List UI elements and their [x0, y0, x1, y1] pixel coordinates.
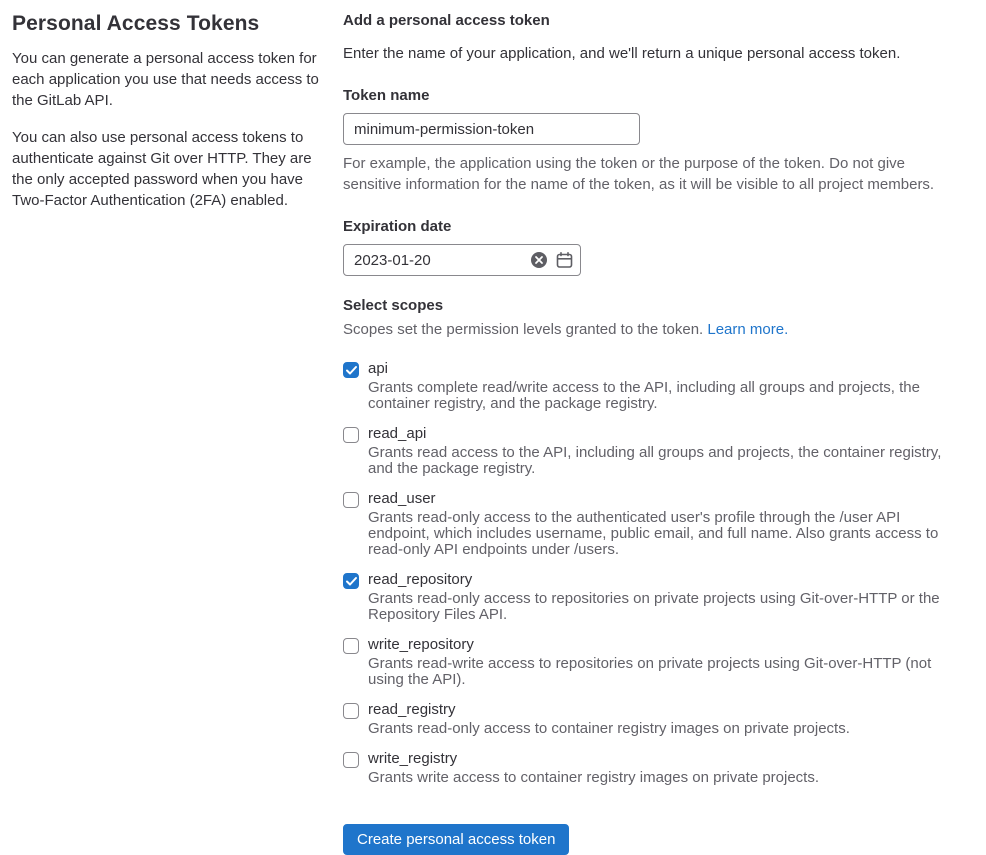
- scope-label-read_registry[interactable]: read_registry: [368, 701, 456, 718]
- scope-row-api: [343, 359, 963, 412]
- checkbox-read_repository[interactable]: [343, 573, 359, 589]
- scopes-help-span: Scopes set the permission levels granted to the token.: [343, 321, 708, 338]
- add-token-form: [343, 12, 963, 855]
- clear-date-button[interactable]: [530, 251, 548, 269]
- scope-description-write_repository: Grants read-write access to repositories on private projects using Git-over-HTTP (not using the API).: [368, 655, 932, 688]
- scope-label-write_registry[interactable]: write_registry: [368, 750, 458, 767]
- scope-row-write_repository: [343, 635, 963, 688]
- token-name-help: For example, the application using the token or the purpose of the token. Do not give sensitive information for the name of the token, as it will be visible to all project members.: [343, 155, 935, 193]
- personal-access-tokens-page: [12, 12, 974, 855]
- checkbox-read_api[interactable]: [343, 427, 359, 443]
- scope-row-read_repository: [343, 570, 963, 623]
- scope-label-read_api[interactable]: read_api: [368, 425, 427, 442]
- token-name-input[interactable]: [343, 113, 640, 145]
- checkbox-read_registry[interactable]: [343, 703, 359, 719]
- expiration-date-input[interactable]: [344, 245, 530, 275]
- scope-label-read_repository[interactable]: read_repository: [368, 571, 473, 588]
- form-heading: Add a personal access token: [343, 12, 550, 29]
- token-name-group: [343, 87, 963, 195]
- scope-description-api: Grants complete read/write access to the API, including all groups and projects, the container registry, and the package registry.: [368, 379, 920, 412]
- expiration-date-label: Expiration date: [343, 218, 452, 235]
- open-calendar-button[interactable]: [555, 251, 573, 269]
- checkbox-write_registry[interactable]: [343, 752, 359, 768]
- scope-description-write_registry: Grants write access to container registry images on private projects.: [368, 769, 820, 786]
- scope-description-read_repository: Grants read-only access to repositories on private projects using Git-over-HTTP or the Repository Files API.: [368, 590, 940, 623]
- scope-label-api[interactable]: api: [368, 360, 389, 377]
- checkbox-api[interactable]: [343, 362, 359, 378]
- scope-description-read_registry: Grants read-only access to container registry images on private projects.: [368, 720, 850, 737]
- check-icon: [346, 577, 357, 586]
- check-icon: [346, 366, 357, 375]
- checkbox-read_user[interactable]: [343, 492, 359, 508]
- scope-label-write_repository[interactable]: write_repository: [368, 636, 474, 653]
- settings-section-description: [12, 12, 331, 227]
- create-token-button[interactable]: Create personal access token: [343, 824, 569, 855]
- scope-row-read_registry: [343, 700, 963, 737]
- scope-description-read_user: Grants read-only access to the authenticated user's profile through the /user API endpoint, which includes username, public email, and full name. Also grants access to read-only API endpoints under /users.: [368, 509, 939, 558]
- checkbox-write_repository[interactable]: [343, 638, 359, 654]
- page-title: Personal Access Tokens: [12, 12, 260, 35]
- scope-row-read_api: [343, 424, 963, 477]
- intro-paragraph: You can generate a personal access token for each application you use that needs access to the GitLab API.: [12, 50, 319, 109]
- select-scopes-label: Select scopes: [343, 297, 444, 314]
- scope-row-read_user: [343, 489, 963, 558]
- scope-label-read_user[interactable]: read_user: [368, 490, 436, 507]
- scope-description-read_api: Grants read access to the API, including all groups and projects, the container registry, and the package registry.: [368, 444, 942, 477]
- scopes-list: [343, 359, 963, 786]
- clear-circle-x-icon: [530, 251, 548, 269]
- expiration-date-field: [343, 244, 581, 276]
- token-name-label: Token name: [343, 87, 430, 104]
- form-description: Enter the name of your application, and we'll return a unique personal access token.: [343, 45, 901, 62]
- calendar-icon: [556, 252, 573, 269]
- learn-more-link[interactable]: Learn more.: [707, 321, 789, 338]
- scopes-help-text: [343, 320, 963, 340]
- scope-row-write_registry: [343, 749, 963, 786]
- select-scopes-group: [343, 297, 963, 786]
- expiration-date-group: [343, 218, 963, 276]
- intro-paragraph: You can also use personal access tokens to authenticate against Git over HTTP. They are the only accepted password when you have Two-Factor Authentication (2FA) enabled.: [12, 129, 312, 209]
